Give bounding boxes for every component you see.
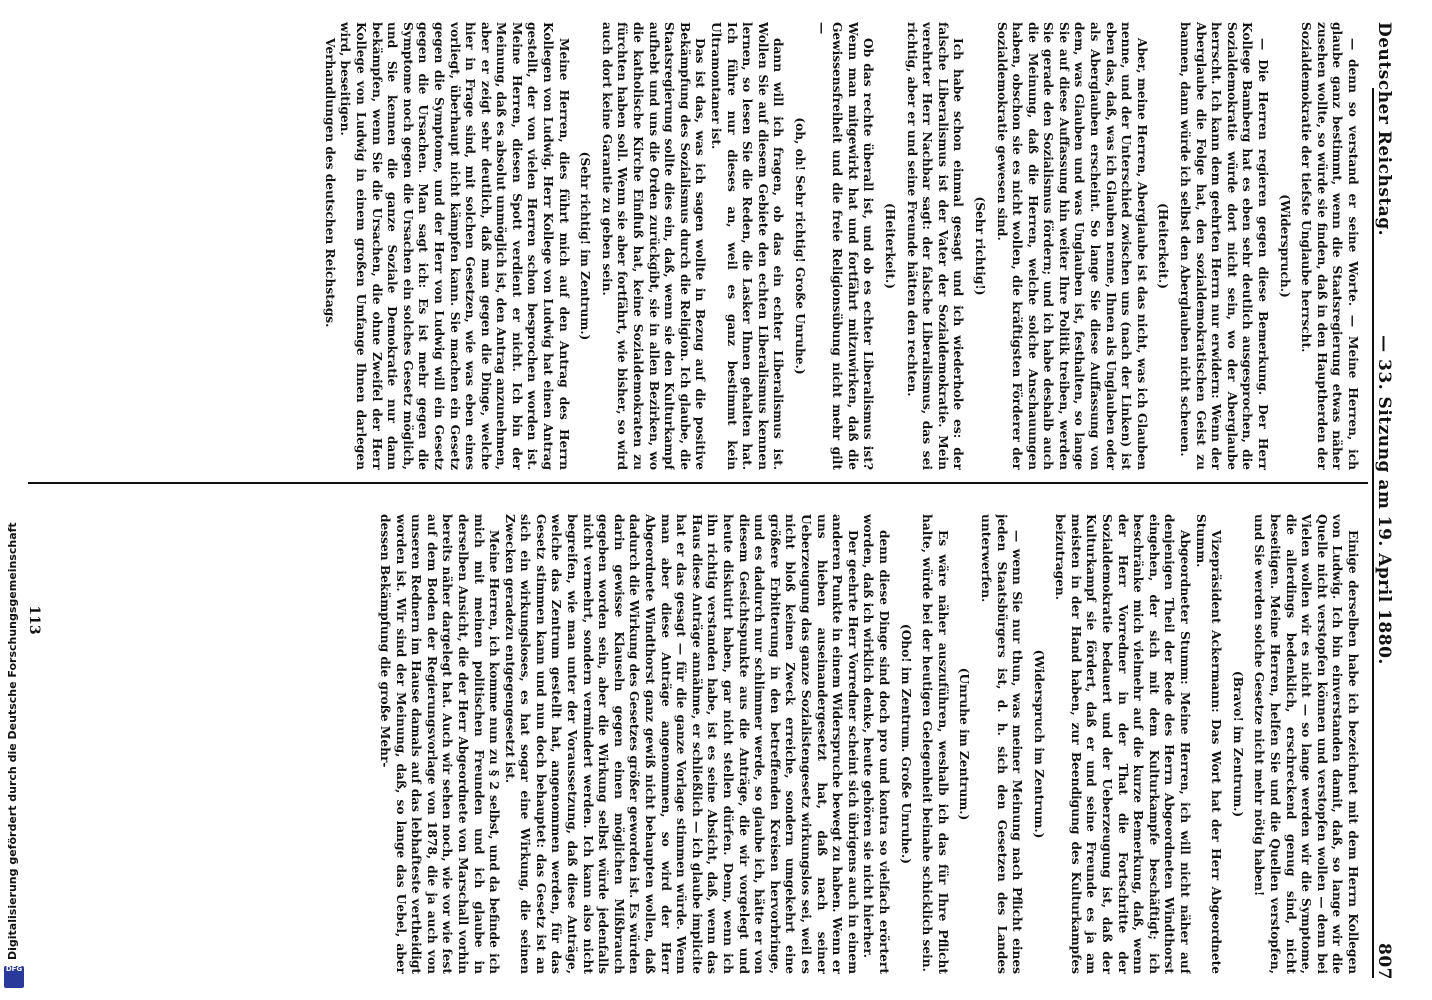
paragraph: Meine Herren, ich komme nun zu § 2 selbst, und da befinde ich mich mit meinen politischen Freunden und ich glaube in derselben Ansicht, die der Herr Abgeordnete von Marschall vorhin bereits näher dargelegt hat. Auch wir sehen noch, wie vor wie fest auf dem Boden der Regierungsvorlage von 1878, die ja auch von unseren Rednern im Hause damals auf das lebhafteste vertheidigt worden ist. Wir sind der Meinung, daß, so lange das Uebel, aber dessen Bekämpfung die große Mehr- <box>377 514 502 974</box>
paragraph: Ob das rechte überall ist, und ob es echter Liberalismus ist? Wenn man mitgewirkt hat und fortfährt mitzuwirken, daß die Gewissensfreiheit und die freie Religionsübung nicht mehr gilt — <box>814 22 876 470</box>
paragraph: — Die Herren regieren gegen diese Bemerkung. Der Herr Kollege Bamberg hat es eben sehr deutlich ausgesprochen, die Sozialdemokratie würde dort nicht sein, wo der Aberglaube herrscht. Ich kann dem geehrten Herrn nur erwidern: Wenn der Aberglaube die Folge hat, den sozialdemokratischen Geist zu bannen, dann würde ich selbst den Aberglauben nicht scheuen. <box>1178 22 1271 470</box>
paragraph: — wenn Sie nur thun, was meiner Meinung nach Pflicht eines jeden Staatsbürgers ist, d. h. sich den Gesetzen des Landes unterwerfen. <box>978 514 1025 974</box>
interjection: (Sehr richtig!) <box>972 196 987 296</box>
page-footer-number: 113 <box>26 605 42 635</box>
paragraph: Verhandlungen des deutschen Reichstags. <box>322 38 337 328</box>
dfg-logo-text: DFG <box>5 965 23 973</box>
paragraph: dann will ich fragen, ob das ein echter Liberalismus ist. Wollen Sie auf diesem Gebiete den echten Liberalismus kennen lernen, so lesen Sie die Reden, die Lasker Ihnen gehalten hat. Ich führe nur dieses an, weil es ganz bestimmt kein Ultramontaner ist. <box>709 22 786 470</box>
header-page-number: 807 <box>1374 943 1394 980</box>
interjection: (Oho! im Zentrum. Große Unruhe.) <box>898 623 913 865</box>
interjection: (Unruhe im Zentrum.) <box>957 667 972 821</box>
paragraph: Ich habe schon einmal gesagt und ich wiederhole es: der falsche Liberalismus ist der Vater der Sozialdemokratie. Mein verehrter Herr Nachbar sagt: der falsche Liberalismus, das sei richtig, aber er und seine Freunde hätten den rechten. <box>904 22 966 470</box>
paragraph: Abgeordneter Stumm: Meine Herren, ich will nicht näher auf denjenigen Theil der Rede des Herrn Abgeordneten Windthorst eingehen, der sich mit dem Kulturkampfe beschäftigt; ich beschränke mich vielmehr auf die kurze Bemerkung, daß, wenn der Herr Vorredner in der That die Fortschritte der Sozialdemokratie bedauert und der Ueberzeugung ist, daß der Kulturkampf sie fördert, daß er und seine Freunde es ja am meisten in der Hand haben, zur Beendigung des Kulturkampfes beizutragen. <box>1053 514 1193 974</box>
interjection: (oh, oh! Sehr richtig! Große Unruhe.) <box>793 117 807 375</box>
interjection: (Widerspruch.) <box>1277 194 1292 298</box>
interjection: (Bravo! im Zentrum.) <box>1230 670 1245 818</box>
interjection: (Widerspruch im Zentrum.) <box>1031 649 1046 839</box>
header-rule <box>1372 88 1374 978</box>
digitization-note: Digitalisierung gefördert durch die Deutsche Forschungsgemeinschaft <box>6 522 19 960</box>
paragraph: denn diese Dinge sind doch pro und kontra so vielfach erörtert worden, daß ich wirklich denke, heute gehören sie nicht hierher. <box>861 514 891 974</box>
column-divider <box>28 482 1368 484</box>
paragraph: — denn so verstand er seine Worte. — Meine Herren, ich glaube ganz bestimmt, wenn die Staatsregierung etwas näher zusehen wollte, so würde sie finden, daß in den Hauptherden der Sozialdemokratie der tiefste Unglaube herrscht. <box>1299 22 1360 470</box>
paragraph: Vizepräsident Ackermann: Das Wort hat der Herr Abgeordnete Stumm. <box>1193 514 1224 974</box>
interjection: (Sehr richtig! im Zentrum.) <box>578 151 593 341</box>
header-session: — 33. Sitzung am 19. April 1880. <box>1374 335 1394 665</box>
paragraph: Einige derselben habe ich bezeichnet mit dem Herrn Kollegen von Ludwig. Ich bin einverstanden damit, daß, so lange wir die Quelle nicht verstopfen können und verstopfen wollen — denn bei Vielen wollen wir es nicht — so lange werden wir die Symptome, die allerdings bedenklich, erschreckend genug sind, nicht beseitigen. Meine Herren, helfen Sie und die Quellen verstopfen, und Sie werden solche Gesetze nicht mehr nötig haben! <box>1252 514 1360 974</box>
interjection: (Heiterkeit.) <box>1156 203 1171 289</box>
dfg-logo-icon <box>4 966 24 988</box>
paragraph: Meine Herren, dies führt mich auf den Antrag des Herrn Kollegen von Ludwig. Herr Kollege von Ludwig hat einen Antrag gestellt, der von vielen Herren schon besprochen worden ist. Meine Herren, diesen Spott verdient er nicht. Ich bin der Meinung, daß es absolut unmöglich ist, den Antrag anzunehmen, aber er zeigt sehr deutlich, daß man gegen die Dinge, welche hier in Frage sind, mit solchen Gesetzen, wie was eben eines vorliegt, überhaupt nicht kämpfen kann. Sie machen ein Gesetz gegen die Symptome, und der Herr von Ludwig will ein Gesetz gegen die Ursachen. Man sagt ich: Es ist mehr gegen die Symptome noch gegen die Ursachen ein solches Gesetz möglich, und Sie kennen die ganze Soziale Demokratie nur dann bekämpfen, wenn Sie die Ursachen, die ohne Zweifel der Herr Kollege von Ludwig in einem großen Umfange Ihnen darlegen wird, beseitigen. <box>338 22 571 470</box>
paragraph: Es wäre näher auszuführen, weshalb ich das für Ihre Pflicht halte, würde bei der heutigen Gelegenheit beinahe schicklich sein. <box>920 514 950 974</box>
paragraph: Aber, meine Herren, Aberglaube ist das nicht, was ich Glauben nenne, und der Unterschied zwischen uns (nach der Linken) ist eben das, daß, was ich Glauben nenne, Ihnen als Unglauben oder als Aberglauben erscheint. So lange Sie diese Auffassung von dem, was Glauben und was Unglauben ist, festhalten, so lange Sie auf diese Auffassung hin weiter Ihre Politik treiben, werden Sie gerade den Sozialismus fördern; und ich habe deshalb auch die Meinung, daß die Herren, welche solche Anschauungen haben, obschon sie es nicht wollen, die kräftigsten Förderer der Sozialdemokratie gewesen sind. <box>994 22 1149 470</box>
page-header <box>1366 0 1394 1000</box>
paragraph: Der geehrte Herr Vorredner scheint sich übrigens auch in einem anderen Punkte in einem Widerspruche bewegt zu haben. Wenn er uns hieben auseinandergesetzt hat, daß nach seiner Ueberzeugung das ganze Sozialistengesetz wirkungslos sei, weil es nicht bloß keinen Zweck erreiche, sondern umgekehrt eine größere Erbitterung in den betreffenden Kreisen hervorbringe, und es dadurch nur schlimmer werde, so glaube ich, hätte er von diesem Gesichtspunkte aus die Anträge, die wir vorgelegt und heute diskutirt haben, gar nicht stellen dürfen. Denn, wenn ich ihn richtig verstanden habe, ist es seine Absicht, daß, wenn das Haus diese Anträge annähme, er schließlich — ich glaube implicite hat er das gesagt — für die ganze Vorlage stimmen würde. Wenn man aber diese Anträge angenommen, so wird der Herr Abgeordnete Windthorst ganz gewiß nicht behaupten wollen, daß dadurch die Wirkung des Gesetzes größer geworden ist. Es würden darin gewisse Klauseln gegen einen möglichen Mißbrauch gegeben worden sein, aber die Wirkung selbst würde jedenfalls nicht vermehrt, sondern vermindert werden. Ich kann also nicht begreifen, wie man unter der Voraussetzung, daß diese Anträge, welche das Zentrum gestellt hat, angenommen werden, für das Gesetz stimmen kann und nun doch behauptet: das Gesetz ist an sich ein wirkungsloses, es hat sogar eine Wirkung, die seinen Zwecken geradezu entgegengesetzt ist. <box>502 514 860 974</box>
header-title: Deutscher Reichstag. <box>1374 22 1394 237</box>
interjection: (Heiterkeit.) <box>882 203 897 289</box>
paragraph: Das ist das, was ich sagen wollte in Bezug auf die positive Bekämpfung des Sozialismus durch die Religion. Ich glaube, die Staatsregierung sollte dies ein, daß, wenn sie den Kulturkampf aufhebt und uns die Orden zurückgibt, sie in allen Bezirken, wo die katholische Kirche Einfluß hat, keine Sozialdemokraten zu fürchten haben soll. Wenn sie aber fortfährt, wie bisher, so wird auch dort keine Garantie zu geben sein. <box>599 22 708 470</box>
right-column <box>40 514 1360 974</box>
left-column <box>40 22 1360 470</box>
digitization-sidebar <box>0 0 30 1000</box>
